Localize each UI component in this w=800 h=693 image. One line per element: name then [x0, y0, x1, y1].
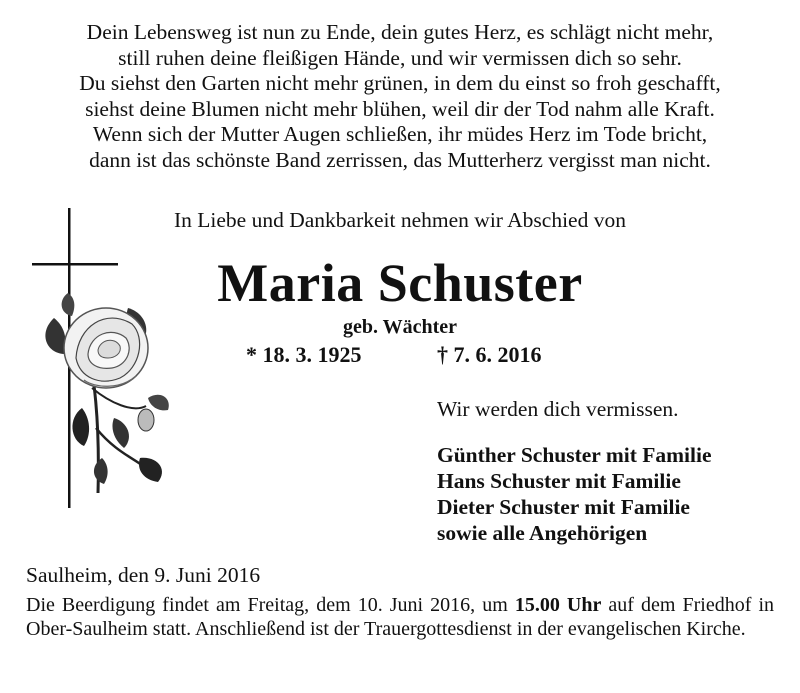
death-date: † 7. 6. 2016 [437, 342, 542, 367]
poem-line: dann ist das schönste Band zerrissen, das Mutterherz vergisst man nicht. [89, 147, 711, 172]
farewell-intro: In Liebe und Dankbarkeit nehmen wir Abschied von [174, 208, 626, 232]
poem-line: Du siehst den Garten nicht mehr grünen, in dem du einst so froh geschafft, [79, 71, 721, 95]
deceased-name: Maria Schuster [217, 253, 583, 313]
mourner: Dieter Schuster mit Familie [437, 495, 690, 519]
maiden-name: geb. Wächter [342, 316, 458, 338]
mourners-list [437, 442, 712, 546]
poem-line: siehst deine Blumen nicht mehr blühen, weil dir der Tod nahm alle Kraft. [85, 96, 715, 121]
funeral-notice [26, 594, 774, 641]
mourner: sowie alle Angehörigen [437, 521, 648, 545]
birth-date: * 18. 3. 1925 [246, 342, 362, 367]
funeral-text-1: Die Beerdigung findet am Freitag, dem 10. Juni 2016, um [26, 594, 515, 616]
funeral-time: 15.00 Uhr [514, 594, 602, 616]
poem-line: still ruhen deine fleißigen Hände, und wir vermissen dich so sehr. [118, 45, 682, 70]
funeral-text-2: auf dem Friedhof in Ober-Saulheim statt. Anschließend ist der Trauergottesdienst in der evangelischen Kirche. [26, 594, 774, 640]
mourner: Hans Schuster mit Familie [437, 469, 681, 493]
place-date: Saulheim, den 9. Juni 2016 [26, 563, 261, 587]
poem-line: Wenn sich der Mutter Augen schließen, ihr müdes Herz im Tode bricht, [92, 122, 708, 146]
poem [0, 20, 800, 173]
poem-line: Dein Lebensweg ist nun zu Ende, dein gutes Herz, es schlägt nicht mehr, [86, 20, 714, 44]
miss-text: Wir werden dich vermissen. [437, 397, 679, 421]
mourner: Günther Schuster mit Familie [437, 443, 712, 467]
